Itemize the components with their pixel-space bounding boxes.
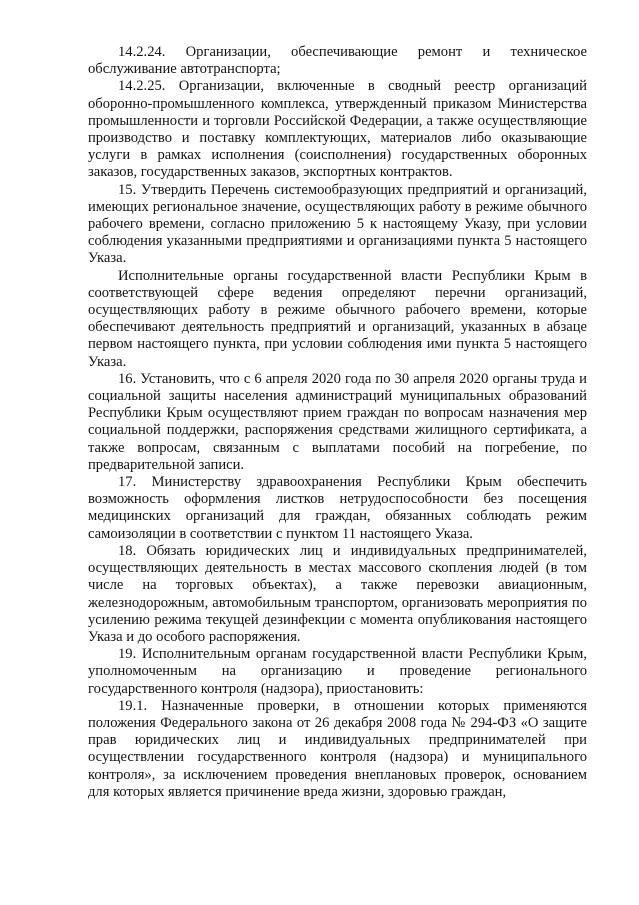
paragraph-14-2-25: 14.2.25. Организации, включенные в сводный реестр организаций оборонно-промышленного комплекса, утвержденный приказом Министерства промышленности и торговли Российской Федерации, а также осуществляющие производство и поставку комплектующих, материалов либо оказывающие услуги в рамках исполнения (соисполнения) государственных оборонных заказов, государственных заказов, экспортных контрактов. xyxy=(88,78,587,181)
paragraph-15-executive-bodies: Исполнительные органы государственной власти Республики Крым в соответствующей сфере ведения определяют перечни организаций, осуществляющих работу в режиме обычного рабочего времени, которые обеспечивают деятельность предприятий и организаций, указанных в абзаце первом настоящего пункта, при условии соблюдения ими пункта 5 настоящего Указа. xyxy=(88,267,587,370)
paragraph-18: 18. Обязать юридических лиц и индивидуальных предпринимателей, осуществляющих деятельность в местах массового скопления людей (в том числе на торговых объектах), а также перевозки авиационным, железнодорожным, автомобильным транспортом, организовать мероприятия по усилению режима текущей дезинфекции с момента опубликования настоящего Указа и до особого распоряжения. xyxy=(88,542,587,645)
paragraph-17: 17. Министерству здравоохранения Республики Крым обеспечить возможность оформления листков нетрудоспособности без посещения медицинских организаций для граждан, обязанных соблюдать режим самоизоляции в соответствии с пунктом 11 настоящего Указа. xyxy=(88,474,587,542)
paragraph-19-1: 19.1. Назначенные проверки, в отношении которых применяются положения Федерального закона от 26 декабря 2008 года № 294-ФЗ «О защите прав юридических лиц и индивидуальных предпринимателей при осуществлении государственного контроля (надзора) и муниципального контроля», за исключением проведения внеплановых проверок, основанием для которых является причинение вреда жизни, здоровью граждан, xyxy=(88,697,587,800)
paragraph-16: 16. Установить, что с 6 апреля 2020 года по 30 апреля 2020 органы труда и социальной защиты населения администраций муниципальных образований Республики Крым осуществляют прием граждан по вопросам назначения мер социальной поддержки, распоряжения средствами жилищного сертификата, а также вопросам, связанным с выплатами пособий на погребение, по предварительной записи. xyxy=(88,370,587,473)
paragraph-15: 15. Утвердить Перечень системообразующих предприятий и организаций, имеющих региональное значение, осуществляющих работу в режиме обычного рабочего времени, согласно приложению 5 к настоящему Указу, при условии соблюдения указанными предприятиями и организациями пункта 5 настоящего Указа. xyxy=(88,181,587,267)
paragraph-19: 19. Исполнительным органам государственной власти Республики Крым, уполномоченным на организацию и проведение регионального государственного контроля (надзора), приостановить: xyxy=(88,646,587,697)
paragraph-14-2-24: 14.2.24. Организации, обеспечивающие ремонт и техническое обслуживание автотранспорта; xyxy=(88,44,587,78)
